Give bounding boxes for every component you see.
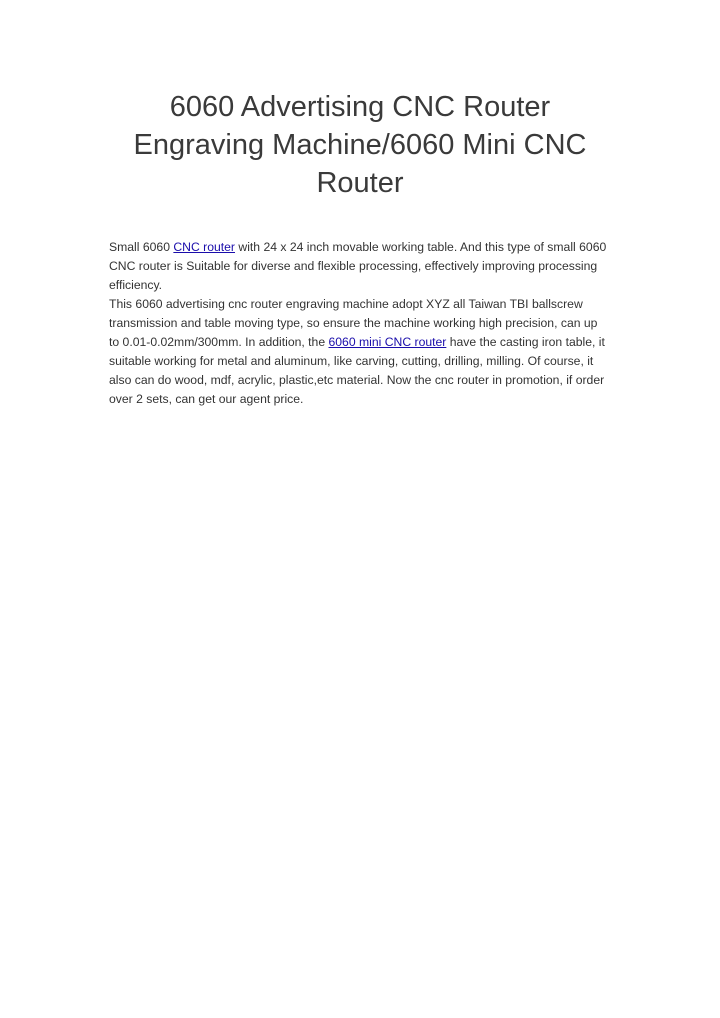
document-body xyxy=(109,238,609,409)
mini-cnc-router-link[interactable]: 6060 mini CNC router xyxy=(328,335,447,349)
paragraph-details xyxy=(109,295,609,409)
paragraph-intro xyxy=(109,238,609,295)
paragraph-details-text-start: This 6060 advertising cnc router engraving machine adopt XYZ all Taiwan TBI ballscrew transmission and table moving type, so ensure the machine working high precision, can up to 0.01-0.02mm/300mm. In addition, the xyxy=(109,297,598,349)
paragraph-intro-text-end: with 24 x 24 inch movable working table. And this type of small 6060 CNC router is Suitable for diverse and flexible processing, effectively improving processing efficiency. xyxy=(109,240,607,292)
page-title: 6060 Advertising CNC Router Engraving Machine/6060 Mini CNC Router xyxy=(133,91,587,199)
cnc-router-link[interactable]: CNC router xyxy=(173,240,235,254)
paragraph-intro-text-start: Small 6060 xyxy=(109,240,174,254)
paragraph-details-text-end: have the casting iron table, it suitable working for metal and aluminum, like carving, cutting, drilling, milling. Of course, it also can do wood, mdf, acrylic, plastic,etc material. Now the cnc router in promotion, if order over 2 sets, can get our agent price. xyxy=(109,335,605,406)
